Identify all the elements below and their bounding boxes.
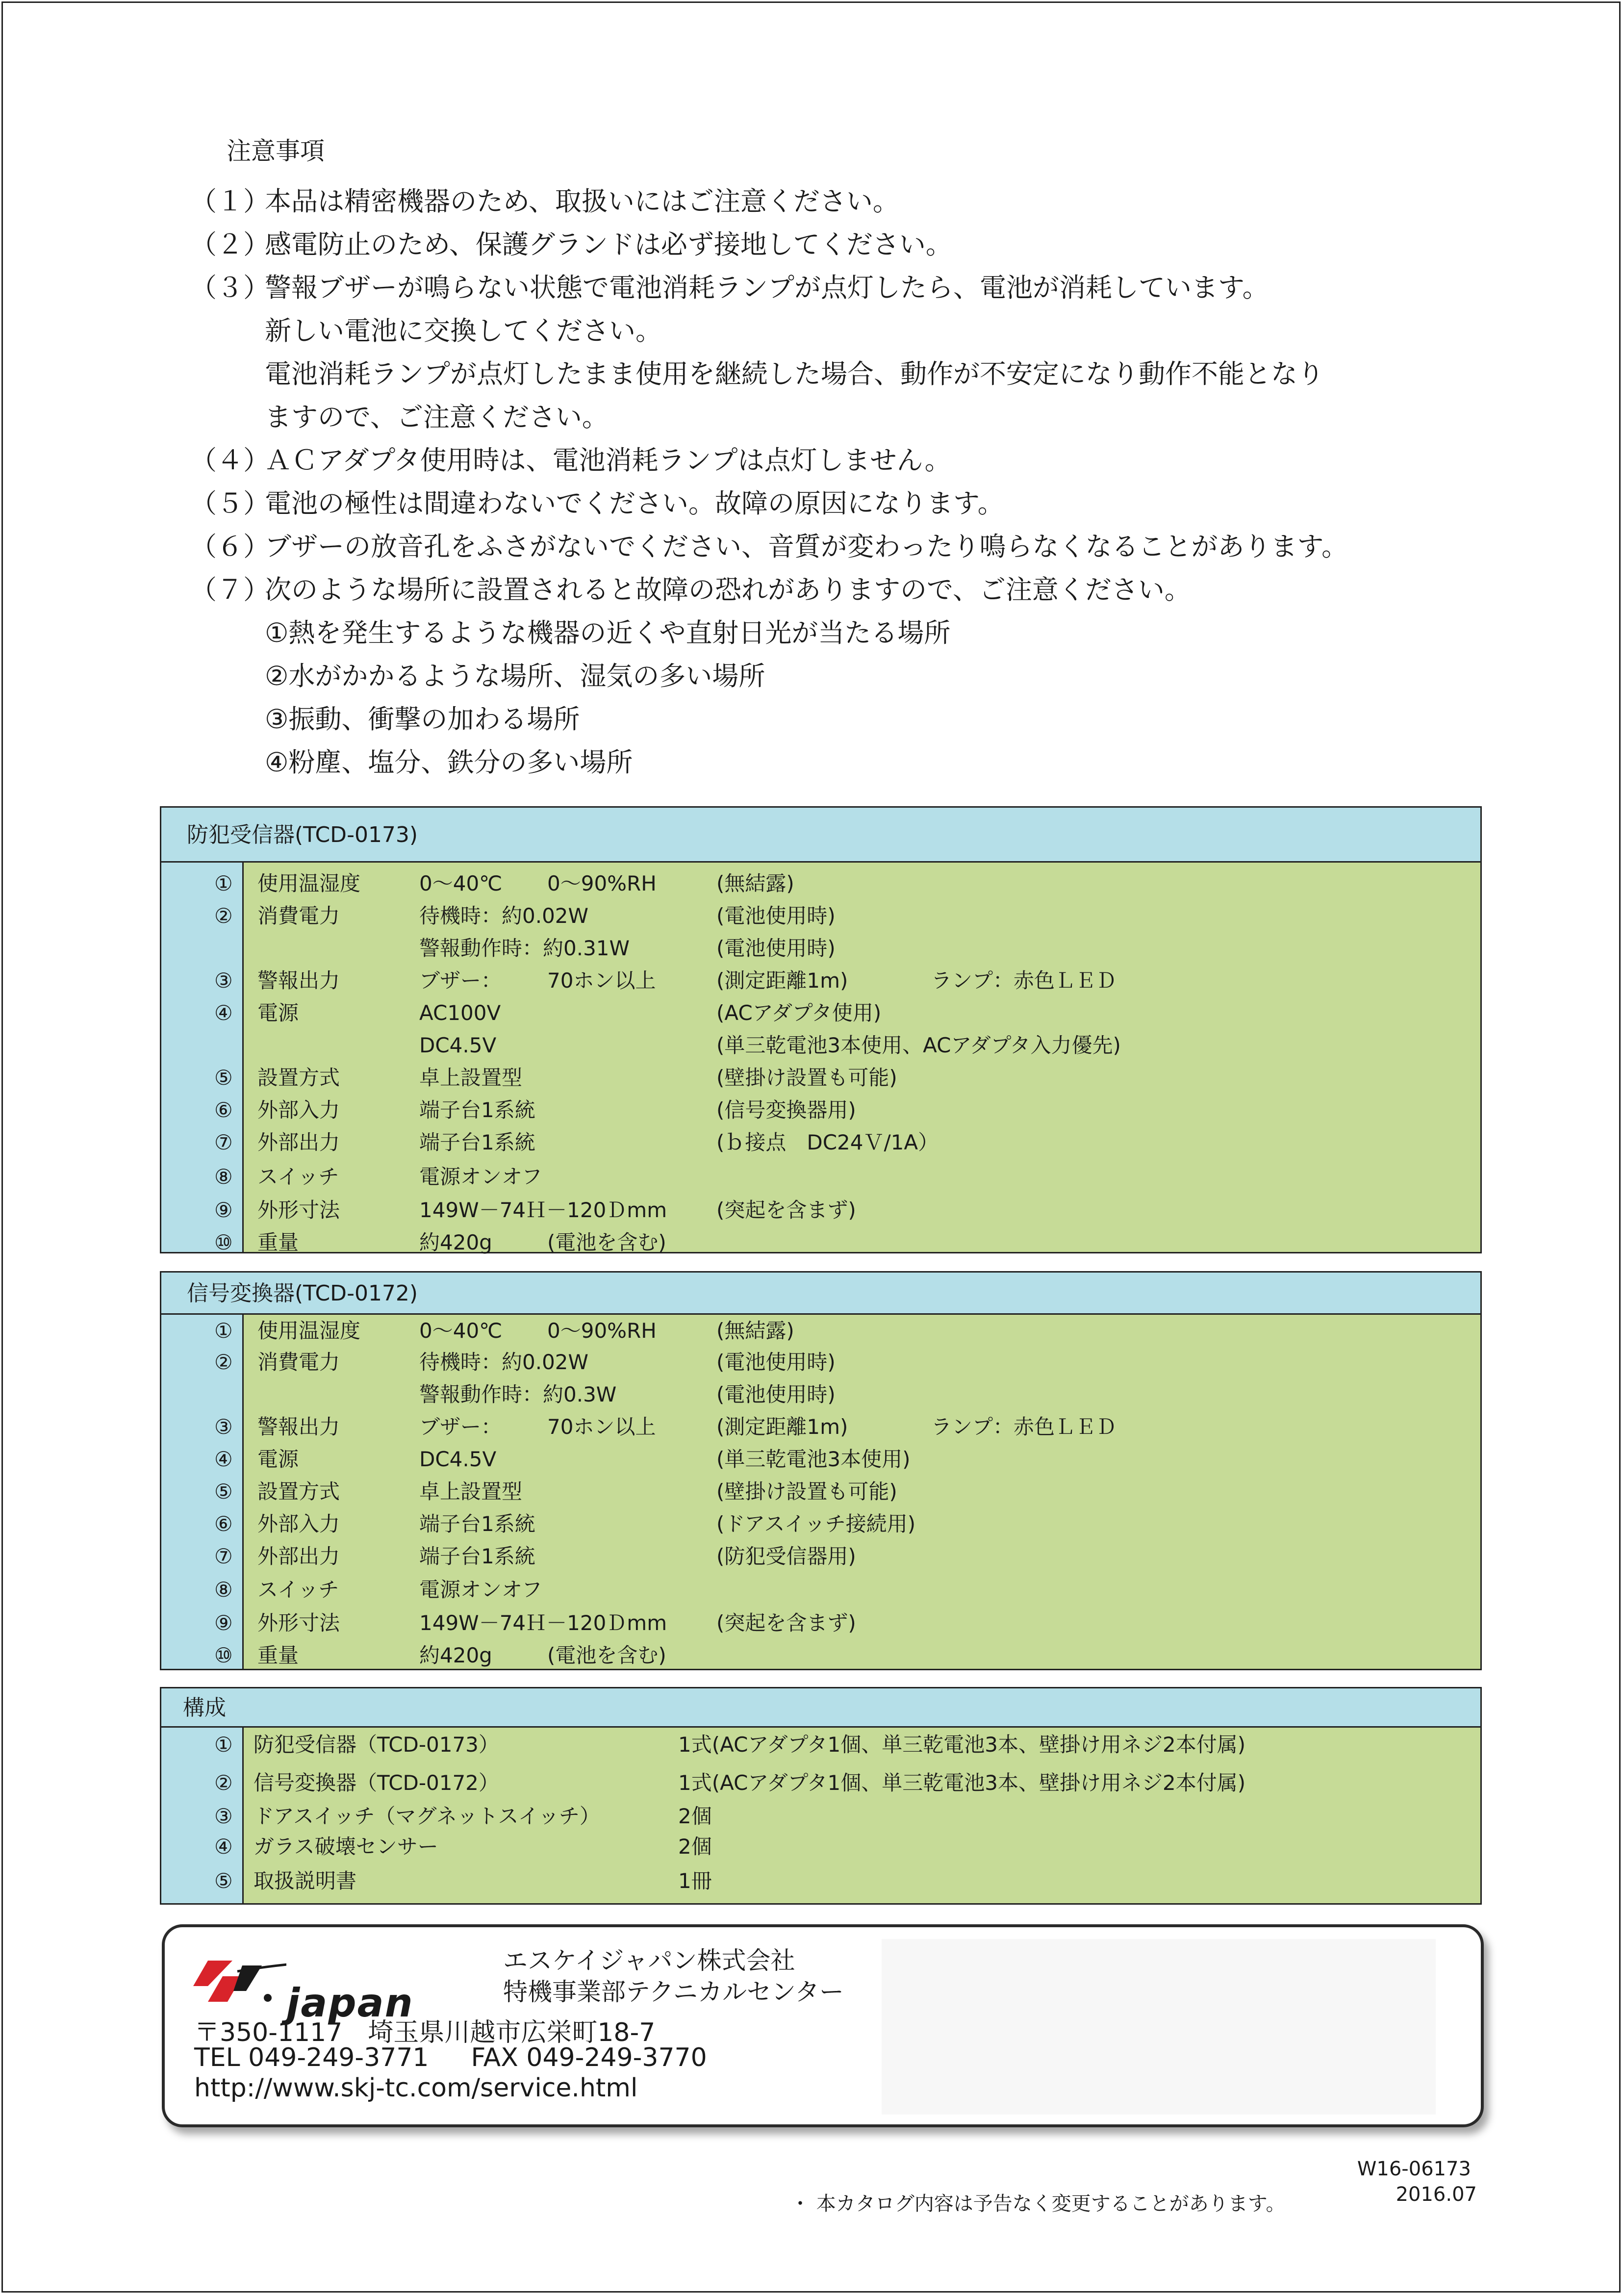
row-number: ⑧ [214,1578,233,1602]
note-continuation: 新しい電池に交換してください。 [265,315,662,346]
note-continuation: ますので、ご注意ください。 [265,402,609,433]
spec-value: 卓上設置型 [419,1066,523,1090]
row-number: ① [214,1733,233,1757]
row-number: ⑤ [214,1480,233,1504]
spec-value: ブザー： [419,1415,502,1439]
spec-row [161,1443,1480,1476]
company-name-block [503,1945,844,2008]
row-number: ⑨ [214,1611,233,1635]
skjapan-logo [188,1957,482,2026]
spec-row [161,1194,1480,1226]
note-item: （２）感電防止のため、保護グランドは必ず接地してください。 [190,229,952,260]
spec-value: DC4.5V [419,1033,497,1057]
spec-value: 待機時：約0.02W [419,904,589,928]
spec-label: 外部出力 [257,1544,340,1568]
spec-value: 端子台1系統 [419,1544,535,1568]
spec-row [161,1315,1480,1347]
spec-row [161,1094,1480,1126]
spec-row [161,1226,1480,1259]
spec-note: (ACアダプタ使用) [716,1001,882,1025]
spec-extra: ランプ：赤色ＬＥＤ [931,1415,1117,1439]
spec-value: 149W－74Ｈ－120Ｄmm [419,1611,667,1635]
spec-value: 警報動作時：約0.31W [419,936,630,960]
spec-value: 待機時：約0.02W [419,1350,589,1374]
row-number: ⑤ [214,1869,233,1893]
row-number: ⑩ [214,1230,233,1254]
row-number: ② [214,904,233,928]
note-continuation: 電池消耗ランプが点灯したまま使用を継続した場合、動作が不安定になり動作不能となり [265,358,1324,389]
row-number: ③ [214,1415,233,1439]
spec-note: (単三乾電池3本使用) [716,1447,911,1471]
card-blank-area [882,1939,1436,2115]
item-quantity: 1式(ACアダプタ1個、単三乾電池3本、壁掛け用ネジ2本付属) [678,1771,1246,1795]
spec-label: スイッチ [257,1578,339,1602]
spec-note: (突起を含まず) [716,1611,856,1635]
spec-note: (単三乾電池3本使用、ACアダプタ入力優先) [716,1033,1121,1057]
row-number: ④ [214,1001,233,1025]
spec-label: 警報出力 [257,969,340,993]
spec-row [161,1378,1480,1411]
spec-value: 約420g [419,1643,492,1667]
logo-mark-icon [188,1957,286,2006]
spec-note: (突起を含まず) [716,1198,856,1222]
spec-value: 端子台1系統 [419,1512,535,1536]
spec-label: 重量 [257,1230,299,1254]
row-number: ⑥ [214,1098,233,1122]
item-name: 防犯受信器（TCD-0173） [254,1733,499,1757]
row-number: ③ [214,969,233,993]
spec-label: 重量 [257,1643,299,1667]
spec-value-secondary: 0～90%RH [547,871,657,895]
composition-title: 構成 [161,1688,1480,1728]
row-number: ④ [214,1835,233,1859]
spec-extra: ランプ：赤色ＬＥＤ [931,969,1117,993]
note-sub-item: ②水がかかるような場所、湿気の多い場所 [265,661,765,691]
spec-value-secondary: 70ホン以上 [547,969,656,993]
spec-label: 消費電力 [257,1350,340,1374]
note-item: （６）ブザーの放音孔をふさがないでください、音質が変わったり鳴らなくなることがあります。 [190,531,1348,562]
spec-note: (壁掛け設置も可能) [716,1066,897,1090]
spec-value: 端子台1系統 [419,1098,535,1122]
tel: TEL 049-249-3771 [194,2043,429,2072]
spec-value: 電源オンオフ [419,1578,542,1602]
row-number: ④ [214,1447,233,1471]
note-item: （４）ＡＣアダプタ使用時は、電池消耗ランプは点灯しません。 [190,445,951,476]
spec-note: (防犯受信器用) [716,1544,856,1568]
spec-row [161,965,1480,997]
spec-label: スイッチ [257,1165,339,1189]
item-name: ガラス破壊センサー [254,1835,438,1859]
row-number: ⑦ [214,1544,233,1568]
note-sub-item: ③振動、衝撃の加わる場所 [265,704,580,735]
spec-note: (電池使用時) [716,1382,836,1406]
spec-row [161,867,1480,900]
logo-wordmark: japan [286,1980,414,2026]
note-sub-item: ④粉塵、塩分、鉄分の多い場所 [265,747,633,778]
document-date: 2016.07 [1396,2183,1477,2206]
item-name: 取扱説明書 [254,1869,357,1893]
spec-value: 卓上設置型 [419,1480,523,1504]
disclaimer: ・ 本カタログ内容は予告なく変更することがあります。 [790,2193,1286,2215]
note-sub-item: ①熱を発生するような機器の近くや直射日光が当たる場所 [265,617,951,648]
spec-row [161,1029,1480,1062]
spec-label: 使用温湿度 [257,1319,361,1343]
spec-value-secondary: (電池を含む) [547,1230,666,1254]
row-number: ① [214,1319,233,1343]
spec-label: 外部入力 [257,1512,340,1536]
row-number: ⑩ [214,1643,233,1667]
spec-label: 使用温湿度 [257,871,361,895]
spec-value: 警報動作時：約0.3W [419,1382,617,1406]
spec-row [161,1476,1480,1508]
spec-row [161,1607,1480,1639]
spec-row [161,1574,1480,1606]
row-number: ① [214,871,233,895]
website-link[interactable]: http://www.skj-tc.com/service.html [194,2073,638,2103]
spec-note: (測定距離1m) [716,969,848,993]
spec-note: (測定距離1m) [716,1415,848,1439]
row-number: ② [214,1350,233,1374]
row-number: ⑤ [214,1066,233,1090]
spec-label: 設置方式 [257,1480,340,1504]
item-quantity: 2個 [678,1835,712,1859]
spec-row [161,1865,1480,1897]
spec-note: (壁掛け設置も可能) [716,1480,897,1504]
spec-row [161,1767,1480,1799]
spec-row [161,1639,1480,1672]
row-number: ⑦ [214,1130,233,1154]
document-code: W16-06173 [1357,2158,1471,2180]
row-number: ⑨ [214,1198,233,1222]
spec-label: 消費電力 [257,904,340,928]
spec-value: ブザー： [419,969,502,993]
spec-row [161,1729,1480,1761]
spec-row [161,1161,1480,1193]
spec-row [161,1800,1480,1833]
converter-spec-table [160,1271,1482,1670]
spec-note: (無結露) [716,1319,794,1343]
spec-note: (無結露) [716,871,794,895]
spec-note: (電池使用時) [716,904,836,928]
spec-note: (ドアスイッチ接続用) [716,1512,916,1536]
spec-value-secondary: 0～90%RH [547,1319,657,1343]
spec-label: 電源 [257,1001,299,1025]
spec-value: AC100V [419,1001,501,1025]
receiver-spec-title: 防犯受信器(TCD-0173) [161,808,1480,863]
item-name: 信号変換器（TCD-0172） [254,1771,499,1795]
spec-row [161,900,1480,932]
converter-spec-title: 信号変換器(TCD-0172) [161,1273,1480,1315]
item-quantity: 1式(ACアダプタ1個、単三乾電池3本、壁掛け用ネジ2本付属) [678,1733,1246,1757]
notes-title: 注意事項 [227,137,325,165]
spec-value: DC4.5V [419,1447,497,1471]
composition-table [160,1687,1482,1905]
spec-row [161,1831,1480,1863]
row-number: ⑧ [214,1165,233,1189]
phone-fax [194,2043,707,2072]
spec-label: 外形寸法 [257,1198,340,1222]
spec-label: 外部入力 [257,1098,340,1122]
row-number: ③ [214,1804,233,1828]
spec-value: 端子台1系統 [419,1130,535,1154]
spec-label: 外部出力 [257,1130,340,1154]
item-name: ドアスイッチ（マグネットスイッチ） [254,1804,600,1828]
address: 〒350-1117 埼玉県川越市広栄町18-7 [194,2018,656,2047]
spec-label: 電源 [257,1447,299,1471]
note-item: （５）電池の極性は間違わないでください。故障の原因になります。 [190,488,1004,519]
fax: FAX 049-249-3770 [471,2043,707,2072]
spec-value: 0～40℃ [419,871,503,895]
company-info-card [162,1924,1484,2127]
item-quantity: 2個 [678,1804,712,1828]
spec-row [161,1508,1480,1540]
spec-value-secondary: 70ホン以上 [547,1415,656,1439]
spec-row [161,932,1480,965]
spec-value: 0～40℃ [419,1319,503,1343]
spec-row [161,1062,1480,1094]
row-number: ⑥ [214,1512,233,1536]
spec-label: 設置方式 [257,1066,340,1090]
spec-row [161,1126,1480,1159]
receiver-spec-table [160,806,1482,1253]
item-quantity: 1冊 [678,1869,712,1893]
spec-label: 外形寸法 [257,1611,340,1635]
row-number: ② [214,1771,233,1795]
note-item: （７）次のような場所に設置されると故障の恐れがありますので、ご注意ください。 [190,574,1191,605]
note-item: （３）警報ブザーが鳴らない状態で電池消耗ランプが点灯したら、電池が消耗しています。 [190,272,1269,303]
spec-label: 警報出力 [257,1415,340,1439]
spec-note: (電池使用時) [716,1350,836,1374]
note-item: （１）本品は精密機器のため、取扱いにはご注意ください。 [190,186,899,217]
company-name: エスケイジャパン株式会社 [503,1946,795,1975]
spec-value-secondary: (電池を含む) [547,1643,666,1667]
spec-value: 約420g [419,1230,492,1254]
spec-row [161,1540,1480,1573]
spec-value: 149W－74Ｈ－120Ｄmm [419,1198,667,1222]
spec-note: (電池使用時) [716,936,836,960]
spec-row [161,1346,1480,1378]
department-name: 特機事業部テクニカルセンター [503,1978,844,2006]
spec-row [161,997,1480,1029]
spec-row [161,1411,1480,1443]
spec-note: (ｂ接点 DC24Ｖ/1A） [716,1130,939,1154]
spec-value: 電源オンオフ [419,1165,542,1189]
spec-note: (信号変換器用) [716,1098,856,1122]
